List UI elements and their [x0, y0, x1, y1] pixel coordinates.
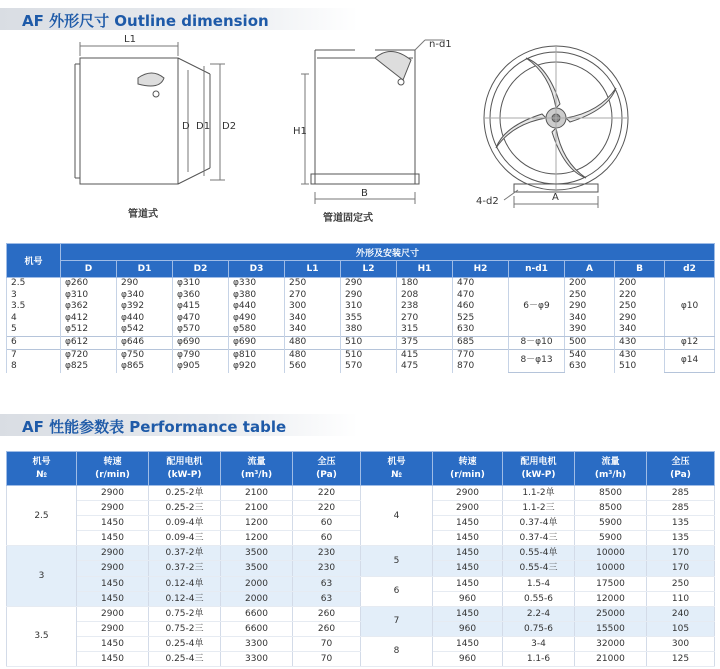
- perf-cell: 2000: [221, 591, 293, 606]
- perf-table-row: [7, 486, 715, 501]
- perf-cell: 125: [647, 652, 715, 667]
- perf-cell: 1200: [221, 516, 293, 531]
- dim-table-row: [7, 301, 715, 313]
- dim-cell: 300: [285, 301, 341, 313]
- dim-col-header: n-d1: [509, 261, 565, 278]
- dim-table-row: [7, 336, 715, 349]
- perf-cell: 0.55-4单: [503, 546, 575, 561]
- perf-table-row: [7, 576, 715, 591]
- perf-cell: 3-4: [503, 636, 575, 651]
- fixed-duct-drawing: [275, 34, 460, 209]
- perf-header-line2: (kW-P): [521, 469, 556, 480]
- perf-header-line1: 机号: [387, 456, 406, 467]
- dim-cell: 200: [565, 278, 615, 290]
- dim-col-header: L1: [285, 261, 341, 278]
- dim-cell: 430: [615, 349, 665, 361]
- section-title-performance: [0, 414, 358, 436]
- dim-cell: φ310: [173, 278, 229, 290]
- label-4d2: 4-d2: [476, 196, 499, 207]
- perf-header-line1: 转速: [458, 456, 477, 467]
- dim-table-row: [7, 324, 715, 336]
- dim-cell: φ750: [117, 349, 173, 361]
- perf-header-line2: (Pa): [316, 469, 337, 480]
- dim-cell: φ690: [173, 336, 229, 349]
- dim-cell: 8: [7, 361, 61, 373]
- perf-cell: 0.75-2单: [149, 606, 221, 621]
- dim-cell: 4: [7, 313, 61, 325]
- dim-cell: 3: [7, 290, 61, 302]
- dim-cell: φ865: [117, 361, 173, 373]
- dim-cell: 310: [341, 301, 397, 313]
- dim-col-header: H1: [397, 261, 453, 278]
- dim-cell: 500: [565, 336, 615, 349]
- dim-cell: 250: [285, 278, 341, 290]
- perf-model-cell: 7: [361, 606, 433, 636]
- dim-cell: φ512: [61, 324, 117, 336]
- dim-cell: 770: [453, 349, 509, 361]
- dim-cell: φ362: [61, 301, 117, 313]
- perf-cell: 220: [293, 501, 361, 516]
- dim-cell: 510: [615, 361, 665, 373]
- perf-model-cell: 3.5: [7, 606, 77, 666]
- perf-model-cell: 5: [361, 546, 433, 576]
- dim-cell: 430: [615, 336, 665, 349]
- dim-cell: φ440: [229, 301, 285, 313]
- perf-cell: 0.37-4单: [503, 516, 575, 531]
- perf-cell: 2.2-4: [503, 606, 575, 621]
- label-nd1: n-d1: [429, 39, 452, 50]
- perf-header: [7, 452, 77, 486]
- perf-cell: 0.37-4三: [503, 531, 575, 546]
- perf-cell: 12000: [575, 591, 647, 606]
- perf-cell: 32000: [575, 636, 647, 651]
- perf-cell: 250: [647, 576, 715, 591]
- dimension-table: [6, 243, 715, 373]
- perf-cell: 110: [647, 591, 715, 606]
- dim-cell: φ12: [665, 336, 715, 349]
- perf-cell: 2900: [77, 501, 149, 516]
- perf-header-line1: 配用电机: [166, 456, 203, 467]
- perf-cell: 230: [293, 561, 361, 576]
- performance-table: [6, 451, 715, 667]
- perf-header-line1: 机号: [32, 456, 51, 467]
- dim-cell: φ810: [229, 349, 285, 361]
- dim-cell: 630: [565, 361, 615, 373]
- perf-cell: 960: [433, 591, 503, 606]
- perf-table-row: [7, 636, 715, 651]
- dim-cell: 270: [285, 290, 341, 302]
- perf-cell: 1450: [433, 531, 503, 546]
- perf-cell: 960: [433, 621, 503, 636]
- label-l1: L1: [124, 34, 136, 45]
- perf-header-line2: (m³/h): [594, 469, 627, 480]
- label-d2: D2: [222, 121, 237, 132]
- dim-cell: 315: [397, 324, 453, 336]
- perf-header: [221, 452, 293, 486]
- perf-header-line2: №: [36, 469, 47, 480]
- dim-cell: 290: [117, 278, 173, 290]
- perf-table-row: [7, 546, 715, 561]
- perf-model-cell: 8: [361, 636, 433, 666]
- dim-table-row: [7, 313, 715, 325]
- perf-cell: 3300: [221, 636, 293, 651]
- front-view-drawing: [474, 36, 664, 216]
- dim-cell: 475: [397, 361, 453, 373]
- dim-cell: 6－φ9: [509, 278, 565, 337]
- perf-model-cell: 4: [361, 486, 433, 546]
- dim-cell: 200: [615, 278, 665, 290]
- perf-header-line2: (r/min): [450, 469, 485, 480]
- dim-cell: φ412: [61, 313, 117, 325]
- perf-cell: 285: [647, 501, 715, 516]
- perf-header: [647, 452, 715, 486]
- dim-cell: φ570: [173, 324, 229, 336]
- dim-col-header: L2: [341, 261, 397, 278]
- dim-col-header: D2: [173, 261, 229, 278]
- perf-cell: 0.55-6: [503, 591, 575, 606]
- perf-cell: 1200: [221, 531, 293, 546]
- perf-cell: 2900: [433, 501, 503, 516]
- perf-header-line1: 流量: [247, 456, 266, 467]
- perf-cell: 3500: [221, 561, 293, 576]
- dim-cell: φ310: [61, 290, 117, 302]
- dim-cell: 540: [565, 349, 615, 361]
- label-b: B: [361, 188, 368, 199]
- perf-cell: 0.37-2三: [149, 561, 221, 576]
- dim-cell: 238: [397, 301, 453, 313]
- perf-cell: 1450: [77, 591, 149, 606]
- perf-model-cell: 3: [7, 546, 77, 606]
- dim-cell: φ392: [117, 301, 173, 313]
- dim-cell: 7: [7, 349, 61, 361]
- perf-cell: 8500: [575, 486, 647, 501]
- perf-cell: 0.25-2三: [149, 501, 221, 516]
- dim-cell: 180: [397, 278, 453, 290]
- dim-cell: φ790: [173, 349, 229, 361]
- perf-header: [503, 452, 575, 486]
- label-h1: H1: [293, 126, 307, 137]
- dim-table-row: [7, 349, 715, 361]
- dim-cell: 340: [615, 324, 665, 336]
- perf-cell: 25000: [575, 606, 647, 621]
- dim-cell: 375: [397, 336, 453, 349]
- perf-cell: 10000: [575, 546, 647, 561]
- perf-cell: 300: [647, 636, 715, 651]
- dim-cell: 270: [397, 313, 453, 325]
- perf-cell: 1.1-2三: [503, 501, 575, 516]
- dim-cell: φ380: [229, 290, 285, 302]
- dim-cell: φ646: [117, 336, 173, 349]
- dim-table-row: [7, 361, 715, 373]
- perf-cell: 0.25-4单: [149, 636, 221, 651]
- perf-cell: 2100: [221, 486, 293, 501]
- perf-cell: 63: [293, 576, 361, 591]
- perf-cell: 0.09-4三: [149, 531, 221, 546]
- dim-cell: 290: [615, 313, 665, 325]
- perf-header-line2: (Pa): [670, 469, 691, 480]
- perf-cell: 5900: [575, 531, 647, 546]
- perf-cell: 285: [647, 486, 715, 501]
- perf-header: [293, 452, 361, 486]
- perf-cell: 1450: [77, 652, 149, 667]
- dim-cell: 560: [285, 361, 341, 373]
- perf-header: [361, 452, 433, 486]
- perf-header-line1: 流量: [601, 456, 620, 467]
- perf-cell: 70: [293, 652, 361, 667]
- dim-cell: 870: [453, 361, 509, 373]
- dim-cell: φ260: [61, 278, 117, 290]
- dim-col-header: H2: [453, 261, 509, 278]
- dim-cell: φ330: [229, 278, 285, 290]
- perf-cell: 135: [647, 516, 715, 531]
- dim-cell: φ720: [61, 349, 117, 361]
- dim-cell: φ825: [61, 361, 117, 373]
- perf-cell: 1.1-2单: [503, 486, 575, 501]
- dim-cell: φ490: [229, 313, 285, 325]
- perf-cell: 0.75-2三: [149, 621, 221, 636]
- dim-cell: φ542: [117, 324, 173, 336]
- dim-cell: 630: [453, 324, 509, 336]
- dim-cell: 290: [565, 301, 615, 313]
- perf-cell: 2900: [77, 561, 149, 576]
- section-title-performance-text: AF 性能参数表 Performance table: [22, 418, 287, 436]
- perf-cell: 2900: [77, 546, 149, 561]
- dim-col-header: D: [61, 261, 117, 278]
- perf-cell: 1.5-4: [503, 576, 575, 591]
- dim-table-row: [7, 278, 715, 290]
- dim-cell: φ580: [229, 324, 285, 336]
- dim-cell: 8－φ13: [509, 349, 565, 373]
- perf-header-line2: №: [391, 469, 402, 480]
- dim-cell: 470: [453, 290, 509, 302]
- perf-cell: 1450: [433, 636, 503, 651]
- perf-cell: 1450: [433, 576, 503, 591]
- perf-cell: 70: [293, 636, 361, 651]
- dim-cell: 340: [285, 313, 341, 325]
- perf-table-row: [7, 606, 715, 621]
- dim-cell: 510: [341, 349, 397, 361]
- dim-cell: φ360: [173, 290, 229, 302]
- perf-cell: 2900: [433, 486, 503, 501]
- dim-cell: 208: [397, 290, 453, 302]
- perf-cell: 135: [647, 531, 715, 546]
- dim-cell: 470: [453, 278, 509, 290]
- perf-cell: 0.37-2单: [149, 546, 221, 561]
- perf-cell: 960: [433, 652, 503, 667]
- perf-cell: 63: [293, 591, 361, 606]
- dim-cell: φ470: [173, 313, 229, 325]
- perf-model-cell: 6: [361, 576, 433, 606]
- perf-header-line2: (m³/h): [240, 469, 273, 480]
- label-a: A: [552, 192, 559, 203]
- dim-table-row: [7, 290, 715, 302]
- perf-header-line1: 配用电机: [520, 456, 557, 467]
- dim-cell: 355: [341, 313, 397, 325]
- dim-header-group: 外形及安装尺寸: [61, 244, 715, 261]
- dim-cell: φ340: [117, 290, 173, 302]
- perf-cell: 10000: [575, 561, 647, 576]
- dim-cell: 250: [565, 290, 615, 302]
- label-d1: D1: [196, 121, 211, 132]
- perf-cell: 0.25-2单: [149, 486, 221, 501]
- perf-model-cell: 2.5: [7, 486, 77, 546]
- perf-header: [77, 452, 149, 486]
- perf-cell: 60: [293, 531, 361, 546]
- perf-cell: 21000: [575, 652, 647, 667]
- perf-cell: 170: [647, 561, 715, 576]
- perf-cell: 170: [647, 546, 715, 561]
- perf-cell: 1450: [77, 636, 149, 651]
- perf-header-line1: 全压: [317, 456, 336, 467]
- perf-cell: 1.1-6: [503, 652, 575, 667]
- dim-cell: 480: [285, 336, 341, 349]
- perf-cell: 6600: [221, 606, 293, 621]
- perf-cell: 240: [647, 606, 715, 621]
- dim-cell: 570: [341, 361, 397, 373]
- perf-cell: 1450: [433, 546, 503, 561]
- caption-fixed-duct: 管道固定式: [323, 213, 373, 224]
- perf-cell: 6600: [221, 621, 293, 636]
- dim-cell: 340: [565, 313, 615, 325]
- perf-cell: 0.09-4单: [149, 516, 221, 531]
- perf-cell: 0.12-4单: [149, 576, 221, 591]
- perf-cell: 1450: [433, 516, 503, 531]
- dim-cell: φ14: [665, 349, 715, 373]
- dim-col-header: D3: [229, 261, 285, 278]
- dim-cell: 220: [615, 290, 665, 302]
- dim-col-header: A: [565, 261, 615, 278]
- dim-cell: φ612: [61, 336, 117, 349]
- perf-cell: 2900: [77, 621, 149, 636]
- perf-cell: 230: [293, 546, 361, 561]
- dim-cell: φ905: [173, 361, 229, 373]
- perf-cell: 17500: [575, 576, 647, 591]
- perf-cell: 3300: [221, 652, 293, 667]
- dim-col-header: D1: [117, 261, 173, 278]
- perf-cell: 1450: [433, 561, 503, 576]
- dim-cell: 250: [615, 301, 665, 313]
- perf-cell: 2100: [221, 501, 293, 516]
- dim-cell: 6: [7, 336, 61, 349]
- perf-cell: 3500: [221, 546, 293, 561]
- dim-cell: 3.5: [7, 301, 61, 313]
- dim-cell: 290: [341, 290, 397, 302]
- perf-cell: 260: [293, 606, 361, 621]
- dim-cell: 510: [341, 336, 397, 349]
- perf-header: [575, 452, 647, 486]
- perf-header-line1: 转速: [103, 456, 122, 467]
- perf-header-line2: (r/min): [95, 469, 130, 480]
- dim-cell: φ10: [665, 278, 715, 337]
- caption-duct: 管道式: [128, 209, 158, 220]
- dim-cell: φ920: [229, 361, 285, 373]
- dim-col-header: d2: [665, 261, 715, 278]
- perf-cell: 220: [293, 486, 361, 501]
- perf-header-line2: (kW-P): [167, 469, 202, 480]
- perf-cell: 105: [647, 621, 715, 636]
- perf-cell: 0.75-6: [503, 621, 575, 636]
- perf-cell: 5900: [575, 516, 647, 531]
- perf-header: [149, 452, 221, 486]
- dim-cell: 390: [565, 324, 615, 336]
- perf-cell: 0.25-4三: [149, 652, 221, 667]
- section-title-outline: [0, 8, 358, 30]
- perf-cell: 2000: [221, 576, 293, 591]
- dim-cell: φ440: [117, 313, 173, 325]
- dim-cell: 685: [453, 336, 509, 349]
- perf-cell: 0.55-4三: [503, 561, 575, 576]
- dim-col-header: B: [615, 261, 665, 278]
- dim-cell: 525: [453, 313, 509, 325]
- perf-cell: 0.12-4三: [149, 591, 221, 606]
- perf-cell: 2900: [77, 486, 149, 501]
- label-d: D: [182, 121, 190, 132]
- dim-cell: 290: [341, 278, 397, 290]
- perf-cell: 1450: [77, 576, 149, 591]
- perf-header: [433, 452, 503, 486]
- dim-cell: 340: [285, 324, 341, 336]
- perf-cell: 1450: [433, 606, 503, 621]
- dim-cell: 5: [7, 324, 61, 336]
- dim-cell: 2.5: [7, 278, 61, 290]
- dim-cell: 460: [453, 301, 509, 313]
- section-title-outline-text: AF 外形尺寸 Outline dimension: [22, 12, 269, 30]
- perf-cell: 1450: [77, 516, 149, 531]
- dim-cell: φ690: [229, 336, 285, 349]
- perf-header-line1: 全压: [671, 456, 690, 467]
- perf-cell: 15500: [575, 621, 647, 636]
- dim-cell: 480: [285, 349, 341, 361]
- dim-cell: 380: [341, 324, 397, 336]
- perf-cell: 8500: [575, 501, 647, 516]
- dim-header-model: 机号: [7, 244, 61, 278]
- dim-cell: φ415: [173, 301, 229, 313]
- perf-cell: 260: [293, 621, 361, 636]
- dim-cell: 415: [397, 349, 453, 361]
- perf-cell: 1450: [77, 531, 149, 546]
- perf-cell: 60: [293, 516, 361, 531]
- perf-cell: 2900: [77, 606, 149, 621]
- dim-cell: 8－φ10: [509, 336, 565, 349]
- duct-side-drawing: [60, 34, 250, 204]
